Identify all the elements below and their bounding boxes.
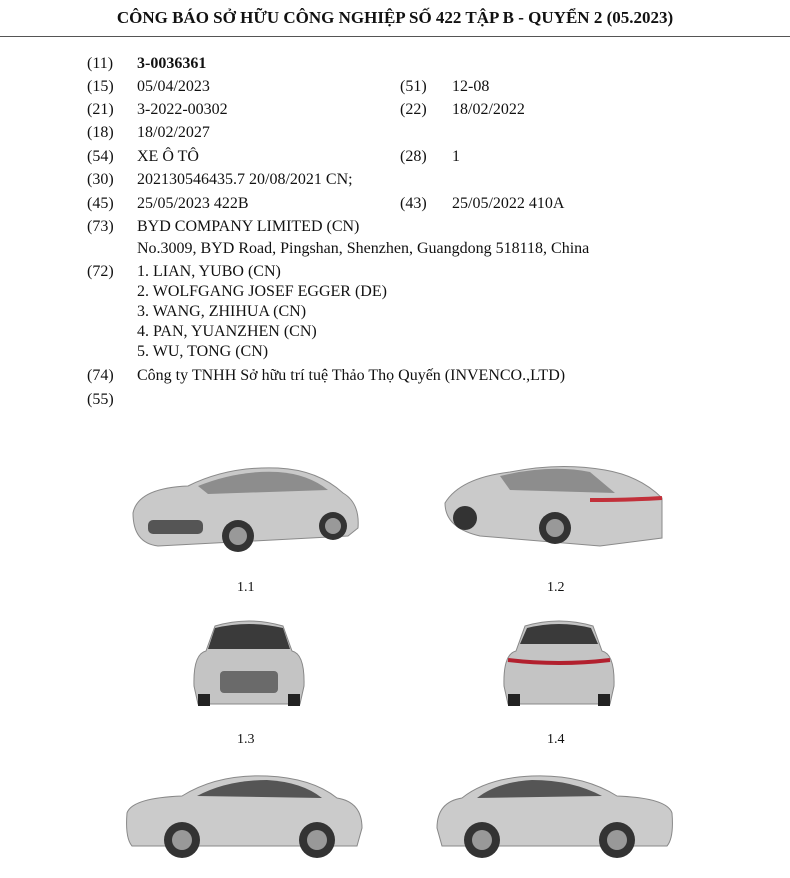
field-code: (30) xyxy=(87,171,114,188)
field-value: 18/02/2022 xyxy=(452,101,525,118)
field-code: (51) xyxy=(400,78,427,95)
figure-1-1-car-front-perspective xyxy=(128,458,363,553)
field-code: (74) xyxy=(87,367,114,384)
inventor: 5. WU, TONG (CN) xyxy=(137,343,269,360)
field-value: 3-2022-00302 xyxy=(137,101,228,118)
field-code: (72) xyxy=(87,263,114,280)
inventor: 4. PAN, YUANZHEN (CN) xyxy=(137,323,317,340)
field-value: XE Ô TÔ xyxy=(137,148,199,165)
registration-number: 3-0036361 xyxy=(137,55,207,72)
inventor: 1. LIAN, YUBO (CN) xyxy=(137,263,281,280)
field-value: 202130546435.7 20/08/2021 CN; xyxy=(137,171,353,188)
field-code: (54) xyxy=(87,148,114,165)
field-code: (22) xyxy=(400,101,427,118)
field-value: 25/05/2022 410A xyxy=(452,195,565,212)
field-code: (73) xyxy=(87,218,114,235)
header-divider xyxy=(0,36,790,37)
figure-car-right-side-view xyxy=(432,768,677,863)
field-code: (45) xyxy=(87,195,114,212)
figure-caption: 1.3 xyxy=(237,732,255,747)
figure-car-left-side-view xyxy=(122,768,367,863)
agent-name: Công ty TNHH Sở hữu trí tuệ Thảo Thọ Quyến (INVENCO.,LTD) xyxy=(137,367,566,384)
field-value: 12-08 xyxy=(452,78,490,95)
field-code: (43) xyxy=(400,195,427,212)
figure-1-3-car-front-view xyxy=(190,616,308,708)
figure-1-4-car-rear-view xyxy=(500,616,618,708)
figure-caption: 1.1 xyxy=(237,580,255,595)
field-code: (28) xyxy=(400,148,427,165)
field-code: (21) xyxy=(87,101,114,118)
inventor: 2. WOLFGANG JOSEF EGGER (DE) xyxy=(137,283,387,300)
field-value: 25/05/2023 422B xyxy=(137,195,249,212)
field-value: 18/02/2027 xyxy=(137,124,210,141)
field-code: (15) xyxy=(87,78,114,95)
field-code: (11) xyxy=(87,55,114,72)
figure-1-2-car-rear-perspective xyxy=(440,458,668,550)
field-value: 05/04/2023 xyxy=(137,78,210,95)
field-code: (18) xyxy=(87,124,114,141)
field-code: (55) xyxy=(87,391,114,408)
owner-name: BYD COMPANY LIMITED (CN) xyxy=(137,218,360,235)
inventor: 3. WANG, ZHIHUA (CN) xyxy=(137,303,307,320)
page-title: CÔNG BÁO SỞ HỮU CÔNG NGHIỆP SỐ 422 TẬP B - QUYỂN 2 (05.2023) xyxy=(116,8,674,27)
figure-caption: 1.4 xyxy=(547,732,565,747)
figure-caption: 1.2 xyxy=(547,580,565,595)
owner-address: No.3009, BYD Road, Pingshan, Shenzhen, Guangdong 518118, China xyxy=(137,240,590,257)
field-value: 1 xyxy=(452,148,460,165)
